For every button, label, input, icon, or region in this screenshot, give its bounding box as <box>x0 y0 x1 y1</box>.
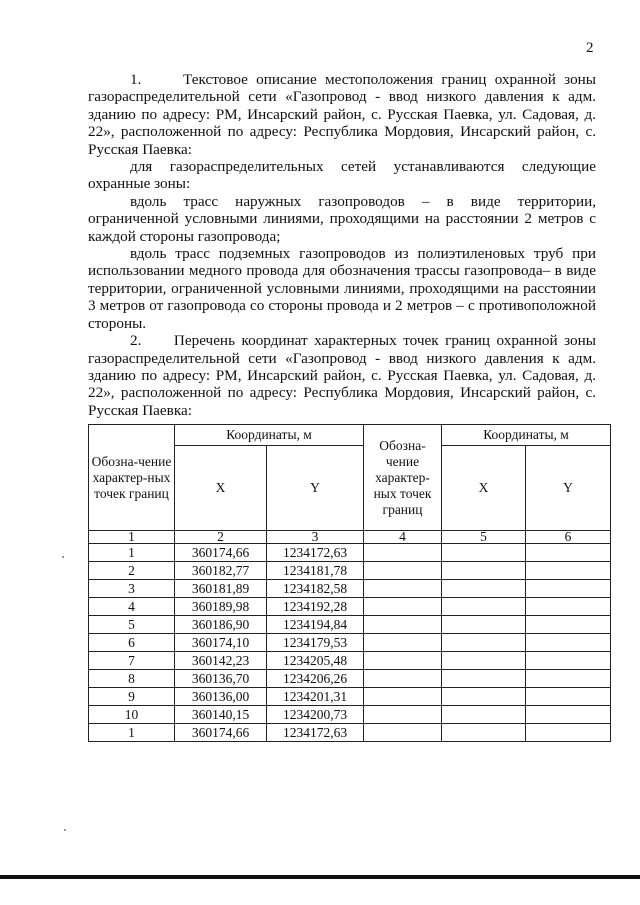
coordinates-body <box>89 544 611 742</box>
table-cell: 8 <box>89 670 175 688</box>
table-cell <box>526 598 611 616</box>
table-row <box>89 598 611 616</box>
table-cell: 1 <box>89 544 175 562</box>
table-cell: 360174,66 <box>175 544 267 562</box>
table-cell: 360140,15 <box>175 706 267 724</box>
table-row <box>89 724 611 742</box>
table-cell <box>526 706 611 724</box>
table-cell <box>364 688 442 706</box>
table-cell: 360174,66 <box>175 724 267 742</box>
table-cell: 1234201,31 <box>267 688 364 706</box>
table-cell <box>442 580 526 598</box>
table-row <box>89 652 611 670</box>
table-cell <box>442 670 526 688</box>
table-cell: 1234194,84 <box>267 616 364 634</box>
table-cell <box>526 688 611 706</box>
table-cell: 4 <box>89 598 175 616</box>
table-cell <box>364 634 442 652</box>
header-y: Y <box>267 446 364 531</box>
column-number: 5 <box>442 531 526 544</box>
table-cell: 3 <box>89 580 175 598</box>
table-row <box>89 562 611 580</box>
table-cell: 1 <box>89 724 175 742</box>
column-number: 3 <box>267 531 364 544</box>
table-cell: 2 <box>89 562 175 580</box>
table-cell: 1234179,53 <box>267 634 364 652</box>
paragraph-3: вдоль трасс наружных газопроводов – в виде территории, ограниченной условными линиями, проходящими на расстоянии 2 метров с каждой стороны газопровода; <box>88 192 596 245</box>
table-cell <box>526 616 611 634</box>
scan-speck <box>64 829 66 831</box>
column-number-row <box>89 531 611 544</box>
table-cell: 1234172,63 <box>267 544 364 562</box>
header-coordinates-2: Координаты, м <box>442 425 611 446</box>
table-cell: 5 <box>89 616 175 634</box>
table-cell <box>364 652 442 670</box>
column-number: 4 <box>364 531 442 544</box>
table-cell <box>442 544 526 562</box>
table-cell: 360181,89 <box>175 580 267 598</box>
table-cell <box>442 616 526 634</box>
page-number: 2 <box>586 40 594 56</box>
table-cell: 1234200,73 <box>267 706 364 724</box>
table-cell <box>442 688 526 706</box>
table-row <box>89 706 611 724</box>
table-cell: 1234205,48 <box>267 652 364 670</box>
bottom-border <box>0 875 640 879</box>
table-cell: 360136,70 <box>175 670 267 688</box>
document-text <box>88 71 596 419</box>
table-cell <box>526 544 611 562</box>
table-cell: 1234182,58 <box>267 580 364 598</box>
table-cell <box>526 724 611 742</box>
table-cell <box>442 598 526 616</box>
table-cell <box>364 580 442 598</box>
table-cell <box>442 562 526 580</box>
coordinates-table <box>88 424 611 742</box>
table-cell <box>526 670 611 688</box>
table-row <box>89 670 611 688</box>
table-cell <box>526 580 611 598</box>
table-cell <box>442 652 526 670</box>
table-cell <box>364 544 442 562</box>
header-y-2: Y <box>526 446 611 531</box>
header-coordinates: Координаты, м <box>175 425 364 446</box>
table-cell <box>526 562 611 580</box>
table-row <box>89 580 611 598</box>
table-row <box>89 688 611 706</box>
table-cell: 7 <box>89 652 175 670</box>
header-x: X <box>175 446 267 531</box>
table-cell <box>364 616 442 634</box>
table-cell <box>364 562 442 580</box>
table-cell <box>364 706 442 724</box>
paragraph-2: для газораспределительных сетей устанавливаются следующие охранные зоны: <box>88 158 596 193</box>
paragraph-1: 1. Текстовое описание местоположения границ охранной зоны газораспределительной сети «Газопровод - ввод низкого давления к адм. зданию по адресу: РМ, Инсарский район, с. Русская Паевка, ул. Садовая, д. 22», расположенной по адресу: Республика Мордовия, Инсарский район, с. Русская Паевка: <box>88 71 596 158</box>
table-cell <box>364 598 442 616</box>
table-row <box>89 616 611 634</box>
table-cell: 360136,00 <box>175 688 267 706</box>
table-cell <box>526 652 611 670</box>
table-cell: 360186,90 <box>175 616 267 634</box>
table-cell <box>442 634 526 652</box>
table-row <box>89 544 611 562</box>
column-number: 2 <box>175 531 267 544</box>
table-cell: 6 <box>89 634 175 652</box>
table-cell: 1234206,26 <box>267 670 364 688</box>
column-number: 1 <box>89 531 175 544</box>
table-cell: 9 <box>89 688 175 706</box>
table-cell: 1234192,28 <box>267 598 364 616</box>
table-cell <box>364 724 442 742</box>
table-row <box>89 634 611 652</box>
paragraph-4: вдоль трасс подземных газопроводов из полиэтиленовых труб при использовании медного провода для обозначения трассы газопровода– в виде территории, ограниченной условными линиями, проходящими на расстоянии 3 метров от газопровода со стороны провода и 2 метров – с противоположной стороны. <box>88 245 596 332</box>
header-point-label: Обозна-чение характер-ных точек границ <box>89 425 175 531</box>
scan-speck <box>62 556 64 558</box>
table-cell: 1234172,63 <box>267 724 364 742</box>
paragraph-5: 2. Перечень координат характерных точек границ охранной зоны газораспределительной сети «Газопровод - ввод низкого давления к адм. зданию по адресу: РМ, Инсарский район, с. Русская Паевка, ул. Садовая, д. 22», расположенной по адресу: Республика Мордовия, Инсарский район, с. Русская Паевка: <box>88 332 596 419</box>
table-cell <box>526 634 611 652</box>
table-cell: 360174,10 <box>175 634 267 652</box>
table-cell <box>442 706 526 724</box>
table-cell: 360182,77 <box>175 562 267 580</box>
table-cell <box>442 724 526 742</box>
table-cell: 360142,23 <box>175 652 267 670</box>
column-number: 6 <box>526 531 611 544</box>
table-cell: 1234181,78 <box>267 562 364 580</box>
table-cell: 10 <box>89 706 175 724</box>
table-cell: 360189,98 <box>175 598 267 616</box>
header-x-2: X <box>442 446 526 531</box>
header-point-label-2: Обозна-чение характер-ных точек границ <box>364 425 442 531</box>
table-cell <box>364 670 442 688</box>
